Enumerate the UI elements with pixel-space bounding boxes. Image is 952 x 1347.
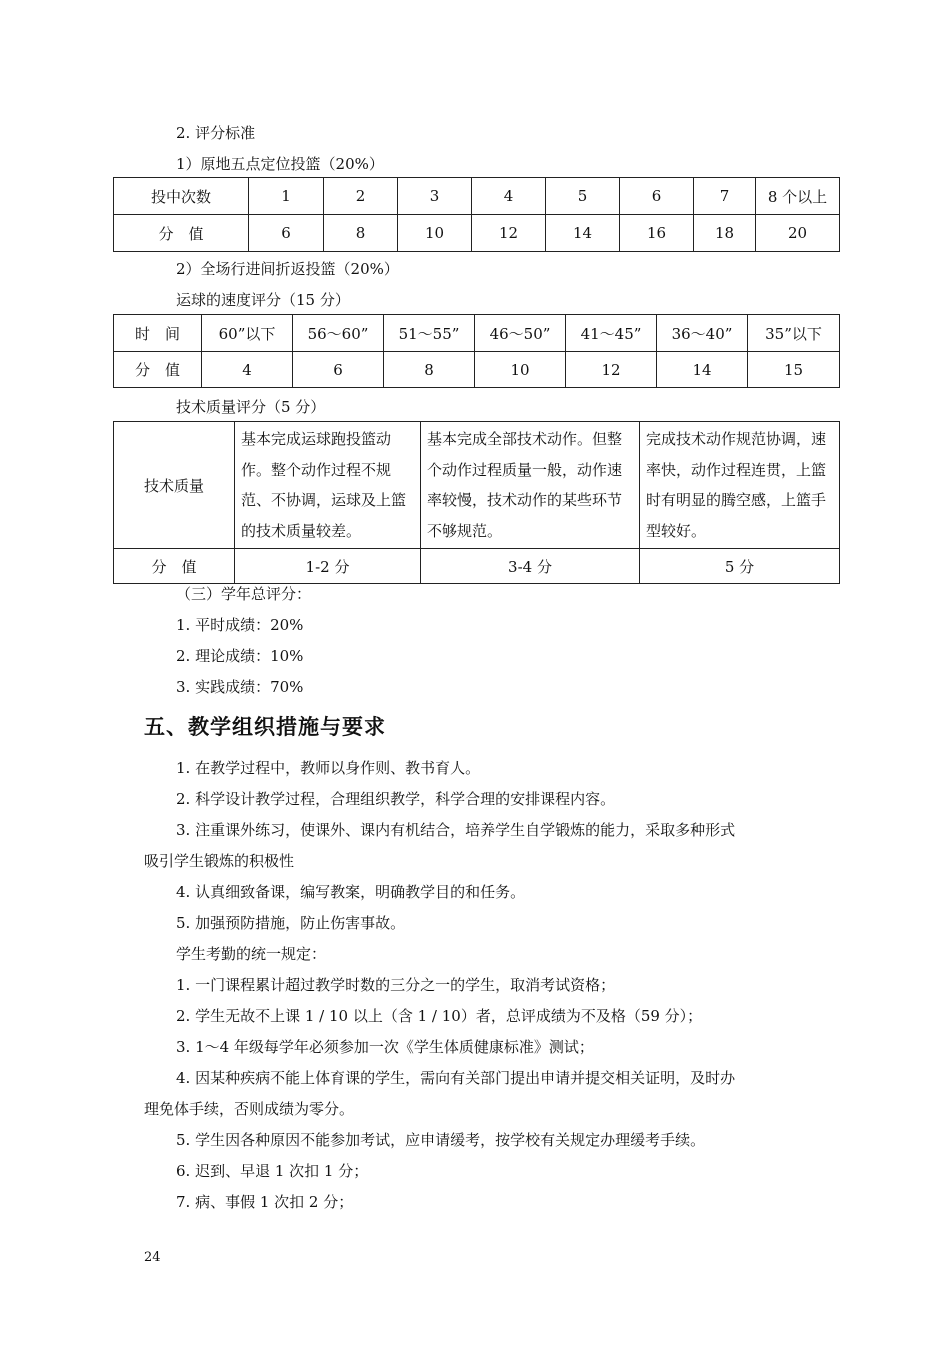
table-cell: 15 <box>748 352 840 388</box>
list-item: 4. 因某种疾病不能上体育课的学生，需向有关部门提出申请并提交相关证明，及时办 <box>176 1069 736 1087</box>
table-header-cell: 投中次数 <box>114 178 249 215</box>
list-item: 3. 1～4 年级每学年必须参加一次《学生体质健康标准》测试； <box>176 1038 594 1056</box>
list-item: 3. 注重课外练习，使课外、课内有机结合，培养学生自学锻炼的能力，采取多种形式 <box>176 821 736 839</box>
list-item: 2. 科学设计教学过程，合理组织教学，科学合理的安排课程内容。 <box>176 790 616 808</box>
quality-desc-high: 完成技术动作规范协调，速率快，动作过程连贯，上篮时有明显的腾空感，上篮手型较好。 <box>640 422 840 549</box>
layup-test-label: 2）全场行进间折返投篮（20%） <box>176 260 399 278</box>
list-item-continuation: 理免体手续，否则成绩为零分。 <box>144 1100 355 1118</box>
table-row <box>114 178 840 215</box>
table-row <box>114 549 840 584</box>
table-cell: 51～55” <box>384 315 475 352</box>
table-cell: 41～45” <box>566 315 657 352</box>
table-cell: 46～50” <box>475 315 566 352</box>
speed-score-label: 运球的速度评分（15 分） <box>176 291 350 309</box>
table-row <box>114 422 840 549</box>
table-row <box>114 315 840 352</box>
table-cell: 18 <box>694 215 756 252</box>
table-cell: 6 <box>249 215 324 252</box>
table-cell: 16 <box>620 215 694 252</box>
list-item: 6. 迟到、早退 1 次扣 1 分； <box>176 1162 369 1180</box>
table-header-cell: 分 值 <box>114 549 235 584</box>
quality-score-table <box>113 421 840 584</box>
table-cell: 20 <box>756 215 840 252</box>
table-cell: 6 <box>293 352 384 388</box>
table-cell: 36～40” <box>657 315 748 352</box>
annual-title: （三）学年总评分： <box>176 585 312 603</box>
table-row <box>114 215 840 252</box>
table-cell: 14 <box>546 215 620 252</box>
shooting-score-table <box>113 177 840 252</box>
table-cell: 8 <box>384 352 475 388</box>
list-item: 4. 认真细致备课，编写教案，明确教学目的和任务。 <box>176 883 526 901</box>
list-item: 1. 平时成绩：20% <box>176 616 304 634</box>
table-cell: 1 <box>249 178 324 215</box>
table-cell: 5 <box>546 178 620 215</box>
table-cell: 3 <box>398 178 472 215</box>
table-cell: 5 分 <box>640 549 840 584</box>
table-cell: 10 <box>398 215 472 252</box>
table-cell: 12 <box>472 215 546 252</box>
table-header-cell: 技术质量 <box>114 422 235 549</box>
table-cell: 56～60” <box>293 315 384 352</box>
table-cell: 60”以下 <box>202 315 293 352</box>
page-number: 24 <box>144 1250 161 1265</box>
quality-score-label: 技术质量评分（5 分） <box>176 398 326 416</box>
speed-score-table <box>113 314 840 388</box>
table-cell: 10 <box>475 352 566 388</box>
list-item: 1. 在教学过程中，教师以身作则、教书育人。 <box>176 759 481 777</box>
table-cell: 4 <box>472 178 546 215</box>
table-cell: 12 <box>566 352 657 388</box>
table-cell: 1-2 分 <box>235 549 421 584</box>
list-item: 2. 学生无故不上课 1 / 10 以上（含 1 / 10）者，总评成绩为不及格（59 分）； <box>176 1007 703 1025</box>
table-cell: 6 <box>620 178 694 215</box>
list-item: 7. 病、事假 1 次扣 2 分； <box>176 1193 354 1211</box>
table-cell: 2 <box>324 178 398 215</box>
list-item-continuation: 吸引学生锻炼的积极性 <box>144 852 295 870</box>
list-item: 2. 理论成绩：10% <box>176 647 304 665</box>
table-cell: 14 <box>657 352 748 388</box>
table-cell: 4 <box>202 352 293 388</box>
shooting-test-label: 1）原地五点定位投篮（20%） <box>176 155 384 173</box>
list-item: 1. 一门课程累计超过教学时数的三分之一的学生，取消考试资格； <box>176 976 616 994</box>
quality-desc-low: 基本完成运球跑投篮动作。整个动作过程不规范、不协调，运球及上篮的技术质量较差。 <box>235 422 421 549</box>
attendance-title: 学生考勤的统一规定： <box>176 945 327 963</box>
list-item: 5. 加强预防措施，防止伤害事故。 <box>176 914 406 932</box>
table-cell: 35”以下 <box>748 315 840 352</box>
list-item: 3. 实践成绩：70% <box>176 678 304 696</box>
quality-desc-mid: 基本完成全部技术动作。但整个动作过程质量一般，动作速率较慢，技术动作的某些环节不够规范。 <box>421 422 640 549</box>
grading-standard-label: 2. 评分标准 <box>176 124 256 142</box>
section-heading: 五、教学组织措施与要求 <box>144 714 386 739</box>
table-header-cell: 分 值 <box>114 352 202 388</box>
table-cell: 3-4 分 <box>421 549 640 584</box>
table-cell: 7 <box>694 178 756 215</box>
table-header-cell: 时 间 <box>114 315 202 352</box>
table-cell: 8 个以上 <box>756 178 840 215</box>
list-item: 5. 学生因各种原因不能参加考试，应申请缓考，按学校有关规定办理缓考手续。 <box>176 1131 706 1149</box>
table-cell: 8 <box>324 215 398 252</box>
table-header-cell: 分 值 <box>114 215 249 252</box>
table-row <box>114 352 840 388</box>
